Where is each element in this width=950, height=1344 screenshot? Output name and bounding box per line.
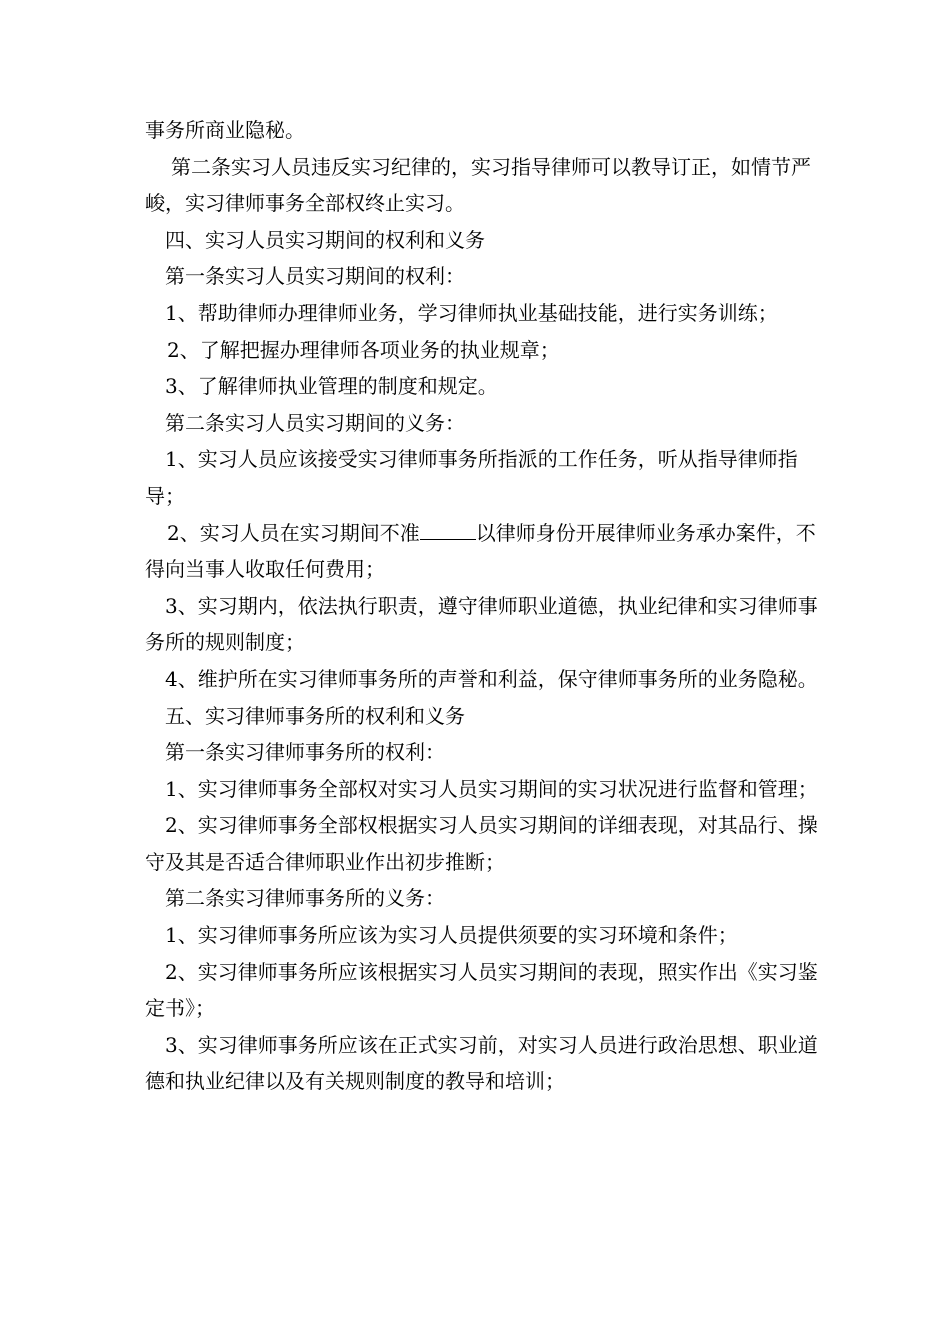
- paragraph-text: 以律师身份开展律师业务承办案件，不得向当事人收取任何费用；: [145, 520, 816, 582]
- paragraph: 1、实习律师事务所应该为实习人员提供须要的实习环境和条件；: [165, 923, 738, 948]
- paragraph: 第二条实习人员违反实习纪律的，实习指导律师可以教导订正，如情节严峻，实习律师事务全部权终止实习。: [145, 154, 811, 216]
- paragraph: 事务所商业隐秘。: [145, 118, 305, 142]
- paragraph: 3、实习律师事务所应该在正式实习前，对实习人员进行政治思想、职业道德和执业纪律以及有关规则制度的教导和培训；: [145, 1032, 818, 1094]
- paragraph: 4、维护所在实习律师事务所的声誉和利益，保守律师事务所的业务隐秘。: [165, 666, 818, 691]
- paragraph: 3、了解律师执业管理的制度和规定。: [165, 374, 498, 399]
- paragraph: 第二条实习人员实习期间的义务：: [165, 410, 465, 435]
- paragraph: 1、帮助律师办理律师业务，学习律师执业基础技能，进行实务训练；: [165, 300, 778, 325]
- blank-fill-line: [420, 521, 476, 540]
- paragraph: 第二条实习律师事务所的义务：: [165, 886, 445, 911]
- document-body: [145, 112, 835, 1100]
- paragraph: 1、实习律师事务全部权对实习人员实习期间的实习状况进行监督和管理；: [165, 776, 818, 801]
- paragraph: 2、实习律师事务所应该根据实习人员实习期间的表现，照实作出《实习鉴定书》；: [145, 959, 818, 1021]
- paragraph: 四、实习人员实习期间的权利和义务: [165, 227, 485, 252]
- paragraph: [145, 515, 835, 588]
- paragraph: 3、实习期内，依法执行职责，遵守律师职业道德，执业纪律和实习律师事务所的规则制度；: [145, 593, 818, 655]
- paragraph-text: 2、实习人员在实习期间不准: [167, 520, 420, 545]
- paragraph: 2、实习律师事务全部权根据实习人员实习期间的详细表现，对其品行、操守及其是否适合律师职业作出初步推断；: [145, 813, 818, 874]
- paragraph: 2、了解把握办理律师各项业务的执业规章；: [167, 337, 560, 362]
- paragraph: 1、实习人员应该接受实习律师事务所指派的工作任务，听从指导律师指导；: [145, 447, 798, 508]
- paragraph: 五、实习律师事务所的权利和义务: [165, 703, 465, 728]
- paragraph: 第一条实习人员实习期间的权利：: [165, 264, 465, 289]
- paragraph: 第一条实习律师事务所的权利：: [165, 740, 445, 765]
